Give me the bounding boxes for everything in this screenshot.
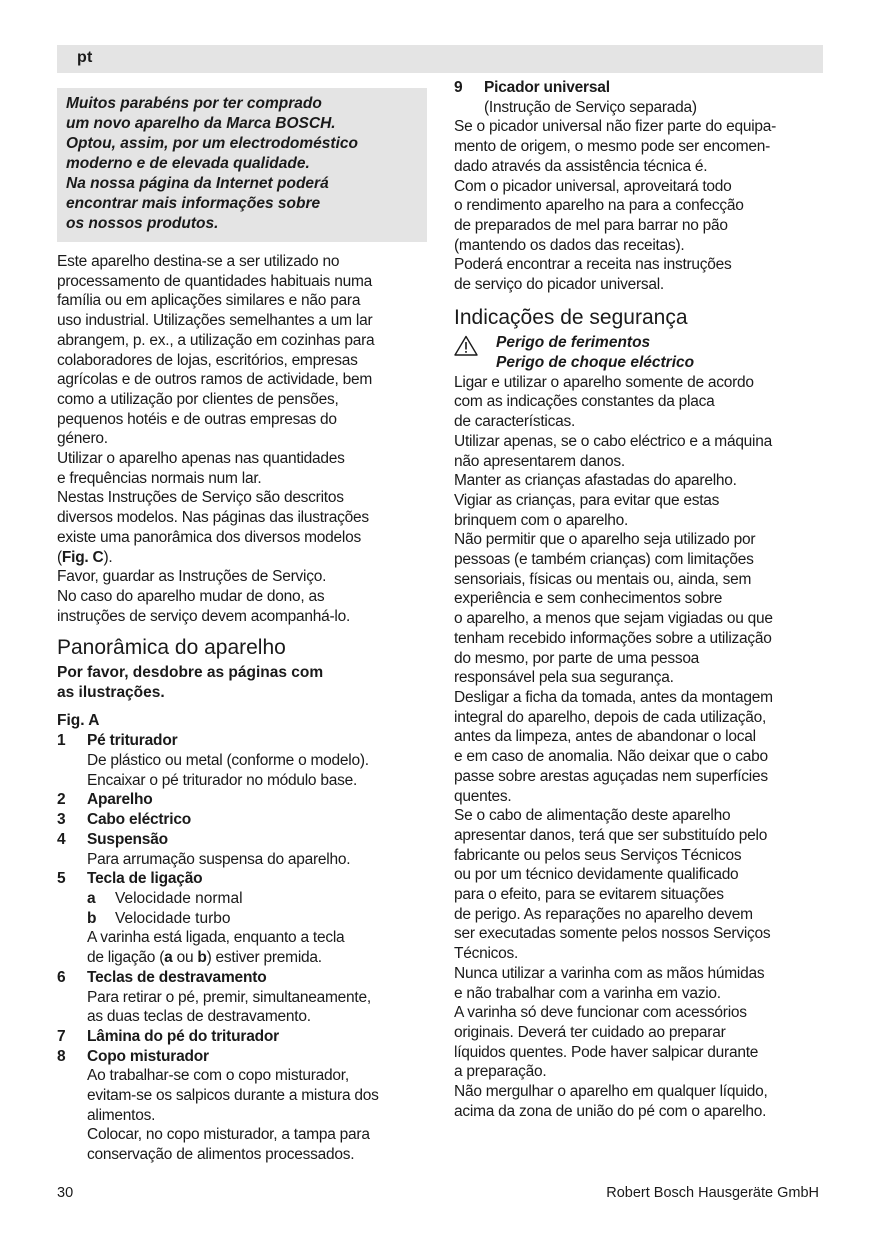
list-item: 9 Picador universal: [454, 79, 610, 96]
item-description: Para retirar o pé, premir, simultaneamente, as duas teclas de destravamento.: [87, 988, 371, 1026]
intro-box-line: os nossos produtos.: [66, 215, 219, 232]
item-description: Para arrumação suspensa do aparelho.: [87, 850, 351, 868]
text-line: não apresentarem danos.: [454, 452, 625, 470]
warning-text: Perigo de ferimentos Perigo de choque eléctrico: [496, 333, 695, 371]
list-item: 2 Aparelho: [57, 791, 153, 809]
intro-box: [57, 88, 427, 242]
list-item: 8 Copo misturador: [57, 1047, 209, 1065]
intro-box-line: Optou, assim, por um electrodoméstico: [66, 135, 358, 152]
text-line: de preparados de mel para barrar no pão: [454, 216, 728, 234]
item-description: De plástico ou metal (conforme o modelo). Encaixar o pé triturador no módulo base.: [87, 752, 369, 789]
overview-heading: Panorâmica do aparelho: [57, 636, 286, 660]
intro-box-line: Muitos parabéns por ter comprado: [66, 95, 322, 112]
text-line: pequenos hotéis e de outras empresas do: [57, 410, 337, 428]
text-line: Se o picador universal não fizer parte do equipa-: [454, 118, 777, 136]
text-line: ou por um técnico devidamente qualificado: [454, 866, 739, 884]
fig-c-reference: (Fig. C).: [57, 548, 113, 566]
overview-subhead: Por favor, desdobre as páginas com as ilustrações.: [57, 664, 324, 702]
footer-company: Robert Bosch Hausgeräte GmbH: [606, 1185, 819, 1201]
language-header-bar: [57, 45, 823, 73]
text-line: experiência e sem conhecimentos sobre: [454, 590, 723, 608]
intro-box-line: um novo aparelho da Marca BOSCH.: [66, 115, 336, 132]
text-line: e frequências normais num lar.: [57, 469, 262, 487]
text-line: Ligar e utilizar o aparelho somente de acordo: [454, 373, 754, 391]
text-line: No caso do aparelho mudar de dono, as: [57, 587, 325, 605]
text-line: como a utilização por clientes de pensões,: [57, 390, 339, 408]
safety-text: [454, 373, 826, 1122]
item9-text: [454, 117, 826, 294]
intro-paragraph: [57, 252, 427, 626]
sub-item: a Velocidade normal: [87, 889, 243, 907]
text-line: tenham recebido informações sobre a utilização: [454, 629, 772, 647]
text-line: originais. Deverá ter cuidado ao preparar: [454, 1023, 726, 1041]
text-line: Nunca utilizar a varinha com as mãos húmidas: [454, 964, 765, 982]
text-line: quentes.: [454, 787, 512, 805]
list-item: 1 Pé triturador: [57, 732, 178, 750]
text-line: a preparação.: [454, 1063, 547, 1081]
text-line: diversos modelos. Nas páginas das ilustrações: [57, 509, 369, 527]
list-item: 5 Tecla de ligação: [57, 870, 203, 888]
text-line: sensoriais, físicas ou mentais ou, ainda, sem: [454, 570, 752, 588]
item-description: Ao trabalhar-se com o copo misturador, evitam-se os salpicos durante a mistura dos alimentos. Colocar, no copo misturador, a tampa para conservação de alimentos processados.: [87, 1067, 379, 1164]
text-line: (mantendo os dados das receitas).: [454, 236, 685, 254]
text-line: o aparelho, a menos que sejam vigiadas ou que: [454, 610, 773, 628]
text-line: passe sobre arestas aguçadas nem superfícies: [454, 767, 768, 785]
intro-box-line: encontrar mais informações sobre: [66, 195, 321, 212]
text-line: para o efeito, para se evitarem situações: [454, 886, 724, 904]
language-label: pt: [77, 49, 93, 66]
text-line: abrangem, p. ex., a utilização em cozinhas para: [57, 331, 375, 349]
text-line: A varinha só deve funcionar com acessórios: [454, 1004, 747, 1022]
text-line: de características.: [454, 413, 576, 431]
text-line: Utilizar apenas, se o cabo eléctrico e a máquina: [454, 432, 772, 450]
text-line: família ou em aplicações similares e não para: [57, 292, 361, 310]
list-item: 4 Suspensão: [57, 830, 168, 848]
text-line: fabricante ou pelos seus Serviços Técnicos: [454, 846, 742, 864]
text-line: Desligar a ficha da tomada, antes da montagem: [454, 688, 773, 706]
text-line: Poderá encontrar a receita nas instruções: [454, 256, 732, 274]
text-line: Não mergulhar o aparelho em qualquer líquido,: [454, 1083, 768, 1101]
text-line: mento de origem, o mesmo pode ser encomen-: [454, 138, 771, 156]
warning-block: [454, 333, 826, 373]
text-line: e não trabalhar com a varinha em vazio.: [454, 984, 721, 1002]
list-item: 6 Teclas de destravamento: [57, 968, 267, 986]
text-line: agrícolas e de outros ramos de actividade, bem: [57, 371, 373, 389]
text-line: acima da zona de união do pé com o aparelho.: [454, 1102, 767, 1120]
text-line: Com o picador universal, aproveitará todo: [454, 177, 732, 195]
text-line: e em caso de anomalia. Não deixar que o cabo: [454, 748, 768, 766]
left-column: [57, 88, 427, 1165]
text-line: ser executadas somente pelos nossos Serviços: [454, 925, 771, 943]
text-line: de serviço do picador universal.: [454, 276, 664, 294]
text-line: responsável pela sua segurança.: [454, 669, 674, 687]
intro-box-line: Na nossa página da Internet poderá: [66, 175, 329, 192]
fig-a-label: Fig. A: [57, 712, 100, 730]
intro-box-line: moderno e de elevada qualidade.: [66, 155, 310, 172]
text-line: uso industrial. Utilizações semelhantes a um lar: [57, 312, 373, 330]
safety-heading: Indicações de segurança: [454, 305, 688, 329]
text-line: Nestas Instruções de Serviço são descritos: [57, 489, 344, 507]
text-line: colaboradores de lojas, escritórios, empresas: [57, 351, 358, 369]
item-description: A varinha está ligada, enquanto a tecla de ligação (a ou b) estiver premida.: [87, 929, 345, 967]
text-line: Se o cabo de alimentação deste aparelho: [454, 807, 731, 825]
text-line: instruções de serviço devem acompanhá-lo.: [57, 607, 351, 625]
text-line: género.: [57, 430, 108, 448]
fig-c-label: Fig. C: [61, 548, 104, 566]
text-line: pessoas (e também crianças) com limitações: [454, 551, 754, 569]
list-item: 3 Cabo eléctrico: [57, 811, 192, 829]
text-line: antes da limpeza, antes de abandonar o local: [454, 728, 756, 746]
text-line: de perigo. As reparações no aparelho devem: [454, 905, 753, 923]
text-line: apresentar danos, terá que ser substituído pelo: [454, 826, 768, 844]
list-item: 7 Lâmina do pé do triturador: [57, 1027, 280, 1045]
component-list: [57, 731, 427, 1164]
text-line: com as indicações constantes da placa: [454, 393, 715, 411]
text-line: o rendimento aparelho na para a confecção: [454, 197, 744, 215]
text-line: existe uma panorâmica dos diversos modelos: [57, 528, 361, 546]
warning-triangle-icon: [454, 333, 496, 373]
text-line: líquidos quentes. Pode haver salpicar durante: [454, 1043, 759, 1061]
text-line: Técnicos.: [454, 945, 519, 963]
text-line: integral do aparelho, depois de cada utilização,: [454, 708, 767, 726]
text-line: Não permitir que o aparelho seja utilizado por: [454, 531, 756, 549]
text-line: dado através da assistência técnica é.: [454, 157, 708, 175]
sub-item: b Velocidade turbo: [87, 909, 231, 927]
item-note: (Instrução de Serviço separada): [484, 98, 697, 116]
text-line: Favor, guardar as Instruções de Serviço.: [57, 568, 327, 586]
text-line: Vigiar as crianças, para evitar que estas: [454, 491, 720, 509]
text-line: brinquem com o aparelho.: [454, 511, 629, 529]
right-column: [454, 78, 826, 1121]
text-line: Manter as crianças afastadas do aparelho.: [454, 472, 737, 490]
text-line: processamento de quantidades habituais numa: [57, 272, 372, 290]
text-line: Este aparelho destina-se a ser utilizado no: [57, 253, 340, 270]
text-line: Utilizar o aparelho apenas nas quantidades: [57, 450, 345, 468]
page-number: 30: [57, 1185, 74, 1201]
text-line: do mesmo, por parte de uma pessoa: [454, 649, 700, 667]
